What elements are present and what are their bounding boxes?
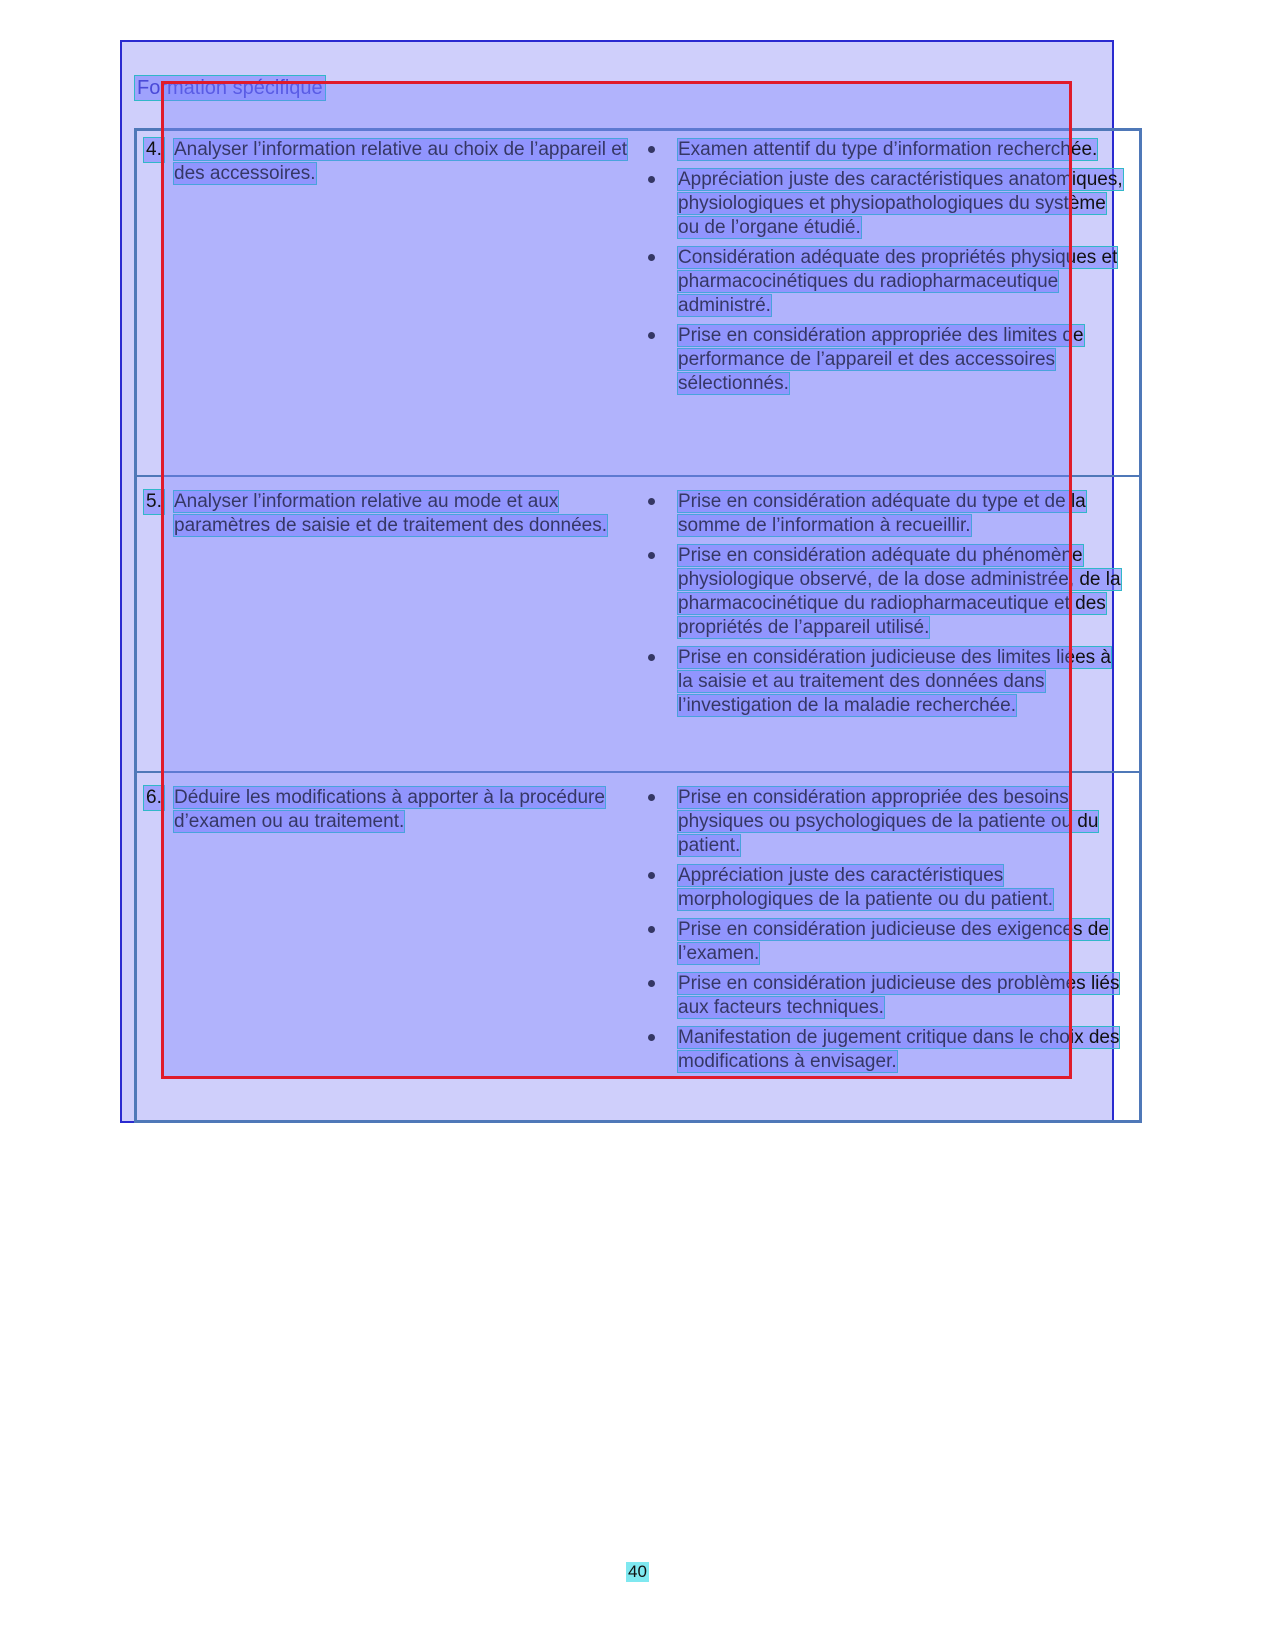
bullet-icon <box>648 654 655 661</box>
bullet-icon <box>648 926 655 933</box>
criterion-text: Prise en considération appropriée des limites de performance de l’appareil et des accessoires sélectionnés. <box>678 325 1084 394</box>
section-title: Formation spécifique <box>137 77 323 99</box>
bullet-icon <box>648 872 655 879</box>
criterion-text: Prise en considération appropriée des besoins physiques ou psychologiques de la patiente ou du patient. <box>678 787 1099 856</box>
criterion-text: Prise en considération adéquate du type et de la somme de l’information à recueillir. <box>678 491 1086 536</box>
objective-text <box>174 138 654 186</box>
bullet-icon <box>648 1034 655 1041</box>
bullet-icon <box>648 794 655 801</box>
objective-number: 4. <box>146 139 162 160</box>
criterion-item <box>648 786 1128 858</box>
objective-label: Analyser l’information relative au mode et aux paramètres de saisie et de traitement des données. <box>174 491 608 536</box>
bullet-icon <box>648 332 655 339</box>
criterion-text: Prise en considération adéquate du phénomène physiologique observé, de la dose administrée, de la pharmacocinétique du radiopharmaceutique et des propriétés de l’appareil utilisé. <box>678 545 1121 638</box>
criterion-item <box>648 864 1128 912</box>
criterion-text: Considération adéquate des propriétés physiques et pharmacocinétiques du radiopharmaceutique administré. <box>678 247 1118 316</box>
bullet-icon <box>648 176 655 183</box>
criterion-item <box>648 972 1128 1020</box>
criteria-list <box>648 786 1128 1080</box>
criterion-item <box>648 324 1128 396</box>
bullet-icon <box>648 254 655 261</box>
objective-number: 6. <box>146 787 162 808</box>
criterion-text: Manifestation de jugement critique dans le choix des modifications à envisager. <box>678 1027 1120 1072</box>
bullet-icon <box>648 552 655 559</box>
criterion-item <box>648 138 1128 162</box>
criterion-item <box>648 168 1128 240</box>
criterion-item <box>648 246 1128 318</box>
objective-label: Analyser l’information relative au choix de l’appareil et des accessoires. <box>174 139 628 184</box>
criterion-text: Prise en considération judicieuse des exigences de l’examen. <box>678 919 1109 964</box>
objective-text <box>174 786 654 834</box>
criterion-item <box>648 646 1128 718</box>
criterion-item <box>648 544 1128 640</box>
page-number: 40 <box>628 1562 647 1581</box>
criterion-text: Prise en considération judicieuse des limites liées à la saisie et au traitement des données dans l’investigation de la maladie recherchée. <box>678 647 1112 716</box>
objective-label: Déduire les modifications à apporter à la procédure d’examen ou au traitement. <box>174 787 605 832</box>
criterion-item <box>648 490 1128 538</box>
criterion-text: Appréciation juste des caractéristiques anatomiques, physiologiques et physiopathologiques du système ou de l’organe étudié. <box>678 169 1123 238</box>
objective-text <box>174 490 654 538</box>
criterion-text: Examen attentif du type d’information recherchée. <box>678 139 1098 160</box>
bullet-icon <box>648 146 655 153</box>
criterion-item <box>648 1026 1128 1074</box>
bullet-icon <box>648 980 655 987</box>
criterion-text: Appréciation juste des caractéristiques morphologiques de la patiente ou du patient. <box>678 865 1053 910</box>
criterion-item <box>648 918 1128 966</box>
bullet-icon <box>648 498 655 505</box>
criteria-list <box>648 138 1128 402</box>
objective-number: 5. <box>146 491 162 512</box>
criteria-list <box>648 490 1128 724</box>
criterion-text: Prise en considération judicieuse des problèmes liés aux facteurs techniques. <box>678 973 1120 1018</box>
